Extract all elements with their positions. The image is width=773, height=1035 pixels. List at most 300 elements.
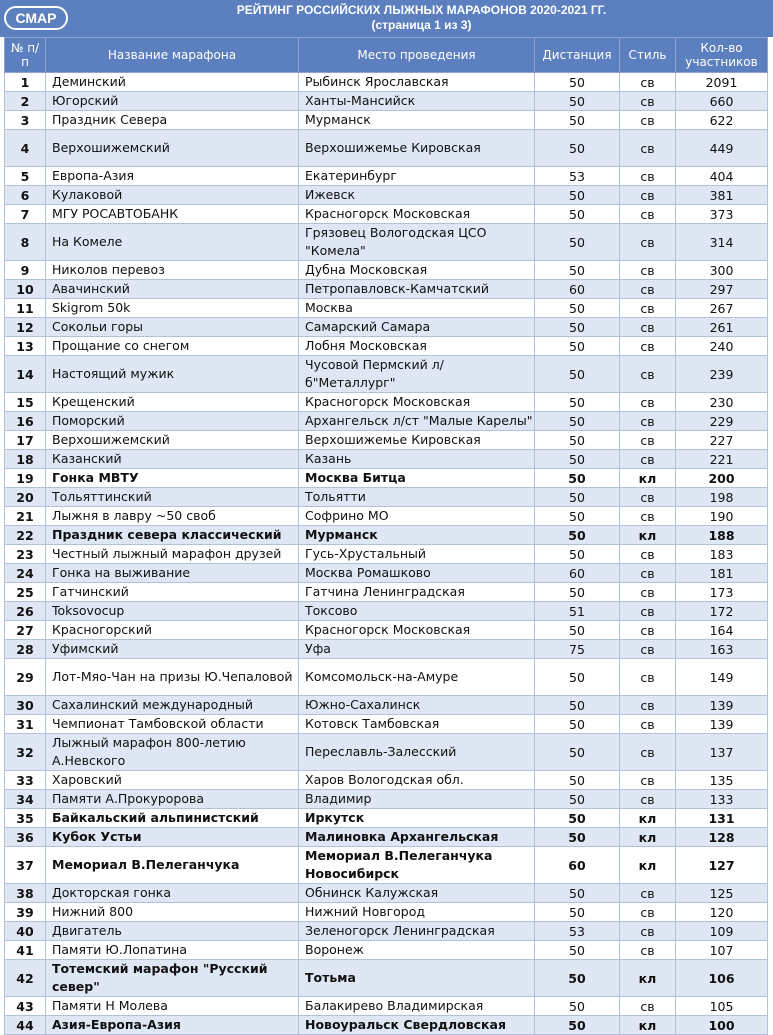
table-row (5, 167, 768, 186)
marathon-place: Красногорск Московская (299, 205, 535, 224)
participants-count: 229 (676, 412, 768, 431)
marathon-place: Балакирево Владимирская (299, 997, 535, 1016)
participants-count: 139 (676, 696, 768, 715)
marathon-name: Гатчинский (46, 583, 299, 602)
row-number: 33 (5, 771, 46, 790)
marathon-place: Казань (299, 450, 535, 469)
marathon-place: Красногорск Московская (299, 621, 535, 640)
row-number: 23 (5, 545, 46, 564)
marathon-style: кл (620, 960, 676, 997)
marathon-name: Toksovocup (46, 602, 299, 621)
marathon-place: Лобня Московская (299, 337, 535, 356)
marathon-distance: 50 (535, 903, 620, 922)
table-row (5, 431, 768, 450)
table-row (5, 356, 768, 393)
row-number: 34 (5, 790, 46, 809)
row-number: 3 (5, 111, 46, 130)
marathon-place: Южно-Сахалинск (299, 696, 535, 715)
marathon-style: св (620, 261, 676, 280)
row-number: 14 (5, 356, 46, 393)
participants-count: 125 (676, 884, 768, 903)
marathon-name: Памяти Ю.Лопатина (46, 941, 299, 960)
marathon-name: Лыжня в лавру ~50 своб (46, 507, 299, 526)
marathon-place: Переславль-Залесский (299, 734, 535, 771)
marathon-distance: 50 (535, 393, 620, 412)
marathon-place: Обнинск Калужская (299, 884, 535, 903)
marathon-style: св (620, 488, 676, 507)
table-row (5, 997, 768, 1016)
participants-count: 198 (676, 488, 768, 507)
marathon-style: св (620, 431, 676, 450)
participants-count: 221 (676, 450, 768, 469)
table-row (5, 659, 768, 696)
marathon-place: Уфа (299, 640, 535, 659)
marathon-name: Двигатель (46, 922, 299, 941)
participants-count: 139 (676, 715, 768, 734)
participants-count: 404 (676, 167, 768, 186)
row-number: 32 (5, 734, 46, 771)
row-number: 9 (5, 261, 46, 280)
row-number: 29 (5, 659, 46, 696)
marathon-distance: 50 (535, 583, 620, 602)
row-number: 39 (5, 903, 46, 922)
marathon-style: кл (620, 809, 676, 828)
marathon-place: Рыбинск Ярославская (299, 73, 535, 92)
marathon-place: Екатеринбург (299, 167, 535, 186)
marathon-name: Гонка МВТУ (46, 469, 299, 488)
marathon-distance: 50 (535, 488, 620, 507)
marathon-style: кл (620, 526, 676, 545)
marathon-place: Архангельск л/ст "Малые Карелы" (299, 412, 535, 431)
logo-text: СМАР (15, 10, 57, 26)
marathon-place: Чусовой Пермский л/б"Металлург" (299, 356, 535, 393)
marathon-name: Харовский (46, 771, 299, 790)
marathon-place: Ижевск (299, 186, 535, 205)
marathon-style: св (620, 790, 676, 809)
marathon-name: Тольяттинский (46, 488, 299, 507)
marathon-place: Петропавловск-Камчатский (299, 280, 535, 299)
marathon-name: Праздник Севера (46, 111, 299, 130)
marathon-style: св (620, 602, 676, 621)
participants-count: 297 (676, 280, 768, 299)
table-row (5, 583, 768, 602)
marathon-style: кл (620, 828, 676, 847)
marathon-name: Югорский (46, 92, 299, 111)
marathon-distance: 50 (535, 337, 620, 356)
header-place: Место проведения (299, 38, 535, 73)
table-row (5, 450, 768, 469)
smar-logo-icon (4, 6, 68, 30)
marathon-name: Казанский (46, 450, 299, 469)
marathon-place: Дубна Московская (299, 261, 535, 280)
row-number: 12 (5, 318, 46, 337)
marathon-distance: 60 (535, 564, 620, 583)
marathon-name: Сокольи горы (46, 318, 299, 337)
marathon-name: Николов перевоз (46, 261, 299, 280)
row-number: 28 (5, 640, 46, 659)
participants-count: 106 (676, 960, 768, 997)
marathon-distance: 50 (535, 261, 620, 280)
marathon-distance: 50 (535, 997, 620, 1016)
marathon-style: св (620, 696, 676, 715)
marathon-place: Мемориал В.Пелеганчука Новосибирск (299, 847, 535, 884)
table-row (5, 92, 768, 111)
table-row (5, 337, 768, 356)
participants-count: 314 (676, 224, 768, 261)
row-number: 17 (5, 431, 46, 450)
row-number: 27 (5, 621, 46, 640)
marathon-place: Мурманск (299, 111, 535, 130)
marathon-style: св (620, 337, 676, 356)
marathon-name: Крещенский (46, 393, 299, 412)
row-number: 10 (5, 280, 46, 299)
participants-count: 173 (676, 583, 768, 602)
table-row (5, 318, 768, 337)
table-body (5, 73, 768, 1035)
marathon-name: Уфимский (46, 640, 299, 659)
marathon-style: кл (620, 469, 676, 488)
marathon-style: св (620, 545, 676, 564)
marathon-distance: 50 (535, 1016, 620, 1035)
marathon-distance: 50 (535, 828, 620, 847)
row-number: 41 (5, 941, 46, 960)
marathon-style: св (620, 73, 676, 92)
marathon-distance: 50 (535, 507, 620, 526)
marathon-style: св (620, 280, 676, 299)
marathon-style: св (620, 621, 676, 640)
marathon-name: Байкальский альпинистский (46, 809, 299, 828)
row-number: 16 (5, 412, 46, 431)
table-row (5, 941, 768, 960)
marathon-distance: 50 (535, 111, 620, 130)
table-row (5, 545, 768, 564)
marathon-style: св (620, 318, 676, 337)
participants-count: 227 (676, 431, 768, 450)
participants-count: 135 (676, 771, 768, 790)
row-number: 22 (5, 526, 46, 545)
marathon-name: Сахалинский международный (46, 696, 299, 715)
table-row (5, 564, 768, 583)
row-number: 21 (5, 507, 46, 526)
marathon-place: Ханты-Мансийск (299, 92, 535, 111)
marathon-name: Азия-Европа-Азия (46, 1016, 299, 1035)
marathon-place: Верхошижемье Кировская (299, 431, 535, 450)
table-row (5, 111, 768, 130)
marathon-name: Кубок Устьи (46, 828, 299, 847)
marathon-place: Харов Вологодская обл. (299, 771, 535, 790)
marathon-distance: 50 (535, 715, 620, 734)
marathon-place: Иркутск (299, 809, 535, 828)
marathon-style: св (620, 715, 676, 734)
row-number: 25 (5, 583, 46, 602)
marathon-place: Москва Ромашково (299, 564, 535, 583)
participants-count: 181 (676, 564, 768, 583)
row-number: 11 (5, 299, 46, 318)
participants-count: 120 (676, 903, 768, 922)
marathon-name: Красногорский (46, 621, 299, 640)
marathon-name: Мемориал В.Пелеганчука (46, 847, 299, 884)
row-number: 4 (5, 130, 46, 167)
marathon-rating-table (4, 37, 768, 1035)
header-name: Название марафона (46, 38, 299, 73)
marathon-place: Мурманск (299, 526, 535, 545)
table-row (5, 884, 768, 903)
table-row (5, 960, 768, 997)
row-number: 30 (5, 696, 46, 715)
marathon-style: св (620, 659, 676, 696)
marathon-name: Прощание со снегом (46, 337, 299, 356)
marathon-name: На Комеле (46, 224, 299, 261)
table-row (5, 828, 768, 847)
participants-count: 127 (676, 847, 768, 884)
participants-count: 172 (676, 602, 768, 621)
marathon-style: св (620, 640, 676, 659)
marathon-place: Москва Битца (299, 469, 535, 488)
marathon-style: св (620, 356, 676, 393)
row-number: 36 (5, 828, 46, 847)
marathon-distance: 60 (535, 280, 620, 299)
participants-count: 622 (676, 111, 768, 130)
marathon-style: св (620, 111, 676, 130)
participants-count: 200 (676, 469, 768, 488)
marathon-distance: 50 (535, 696, 620, 715)
row-number: 5 (5, 167, 46, 186)
marathon-distance: 50 (535, 130, 620, 167)
marathon-distance: 50 (535, 941, 620, 960)
marathon-place: Зеленогорск Ленинградская (299, 922, 535, 941)
table-row (5, 922, 768, 941)
marathon-distance: 60 (535, 847, 620, 884)
participants-count: 131 (676, 809, 768, 828)
marathon-distance: 50 (535, 771, 620, 790)
title-line-1: РЕЙТИНГ РОССИЙСКИХ ЛЫЖНЫХ МАРАФОНОВ 2020-2021 ГГ. (236, 3, 607, 17)
marathon-style: св (620, 92, 676, 111)
marathon-distance: 50 (535, 545, 620, 564)
marathon-name: Памяти Н Молева (46, 997, 299, 1016)
marathon-name: Верхошижемский (46, 431, 299, 450)
title-line-2: (страница 1 из 3) (371, 18, 472, 32)
participants-count: 240 (676, 337, 768, 356)
participants-count: 2091 (676, 73, 768, 92)
table-row (5, 205, 768, 224)
marathon-place: Гусь-Хрустальный (299, 545, 535, 564)
row-number: 20 (5, 488, 46, 507)
participants-count: 137 (676, 734, 768, 771)
marathon-style: св (620, 412, 676, 431)
participants-count: 230 (676, 393, 768, 412)
marathon-distance: 75 (535, 640, 620, 659)
participants-count: 149 (676, 659, 768, 696)
row-number: 38 (5, 884, 46, 903)
row-number: 31 (5, 715, 46, 734)
marathon-name: Гонка на выживание (46, 564, 299, 583)
header-count: Кол-во участников (676, 38, 768, 73)
participants-count: 100 (676, 1016, 768, 1035)
marathon-name: Верхошижемский (46, 130, 299, 167)
header-num: № п/п (5, 38, 46, 73)
marathon-style: св (620, 922, 676, 941)
row-number: 42 (5, 960, 46, 997)
marathon-style: св (620, 130, 676, 167)
table-row (5, 715, 768, 734)
table-row (5, 696, 768, 715)
header-distance: Дистанция (535, 38, 620, 73)
marathon-name: Тотемский марафон "Русский север" (46, 960, 299, 997)
row-number: 18 (5, 450, 46, 469)
table-row (5, 790, 768, 809)
marathon-place: Владимир (299, 790, 535, 809)
marathon-name: Памяти А.Прокуророва (46, 790, 299, 809)
marathon-style: св (620, 299, 676, 318)
table-row (5, 488, 768, 507)
table-row (5, 73, 768, 92)
marathon-distance: 50 (535, 412, 620, 431)
table-row (5, 299, 768, 318)
row-number: 26 (5, 602, 46, 621)
row-number: 35 (5, 809, 46, 828)
marathon-name: Чемпионат Тамбовской области (46, 715, 299, 734)
table-row (5, 469, 768, 488)
marathon-place: Котовск Тамбовская (299, 715, 535, 734)
marathon-name: Лыжный марафон 800-летию А.Невского (46, 734, 299, 771)
table-row (5, 621, 768, 640)
marathon-distance: 50 (535, 450, 620, 469)
table-row (5, 602, 768, 621)
row-number: 37 (5, 847, 46, 884)
participants-count: 107 (676, 941, 768, 960)
participants-count: 163 (676, 640, 768, 659)
table-row (5, 130, 768, 167)
marathon-distance: 50 (535, 621, 620, 640)
marathon-name: МГУ РОСАВТОБАНК (46, 205, 299, 224)
marathon-distance: 50 (535, 809, 620, 828)
row-number: 6 (5, 186, 46, 205)
table-row (5, 280, 768, 299)
row-number: 40 (5, 922, 46, 941)
row-number: 43 (5, 997, 46, 1016)
marathon-style: св (620, 450, 676, 469)
marathon-style: кл (620, 1016, 676, 1035)
row-number: 2 (5, 92, 46, 111)
marathon-distance: 50 (535, 431, 620, 450)
header-bar (0, 0, 773, 37)
marathon-place: Гатчина Ленинградская (299, 583, 535, 602)
participants-count: 164 (676, 621, 768, 640)
marathon-style: св (620, 186, 676, 205)
marathon-name: Деминский (46, 73, 299, 92)
participants-count: 449 (676, 130, 768, 167)
marathon-style: св (620, 734, 676, 771)
marathon-distance: 50 (535, 205, 620, 224)
table-row (5, 847, 768, 884)
marathon-distance: 51 (535, 602, 620, 621)
table-row (5, 734, 768, 771)
marathon-style: св (620, 941, 676, 960)
marathon-distance: 50 (535, 526, 620, 545)
marathon-style: св (620, 771, 676, 790)
table-row (5, 640, 768, 659)
row-number: 13 (5, 337, 46, 356)
marathon-place: Токсово (299, 602, 535, 621)
row-number: 7 (5, 205, 46, 224)
marathon-name: Докторская гонка (46, 884, 299, 903)
participants-count: 190 (676, 507, 768, 526)
marathon-name: Настоящий мужик (46, 356, 299, 393)
marathon-place: Нижний Новгород (299, 903, 535, 922)
participants-count: 373 (676, 205, 768, 224)
participants-count: 660 (676, 92, 768, 111)
participants-count: 239 (676, 356, 768, 393)
table-row (5, 771, 768, 790)
marathon-style: св (620, 167, 676, 186)
marathon-place: Грязовец Вологодская ЦСО "Комела" (299, 224, 535, 261)
table-row (5, 224, 768, 261)
marathon-style: св (620, 564, 676, 583)
participants-count: 109 (676, 922, 768, 941)
marathon-place: Воронеж (299, 941, 535, 960)
table-row (5, 393, 768, 412)
participants-count: 381 (676, 186, 768, 205)
marathon-distance: 53 (535, 922, 620, 941)
marathon-distance: 50 (535, 790, 620, 809)
participants-count: 300 (676, 261, 768, 280)
marathon-style: св (620, 393, 676, 412)
row-number: 44 (5, 1016, 46, 1035)
marathon-distance: 53 (535, 167, 620, 186)
table-row (5, 186, 768, 205)
marathon-style: св (620, 997, 676, 1016)
marathon-style: кл (620, 847, 676, 884)
marathon-name: Кулаковой (46, 186, 299, 205)
marathon-distance: 50 (535, 92, 620, 111)
marathon-distance: 50 (535, 734, 620, 771)
marathon-name: Авачинский (46, 280, 299, 299)
participants-count: 128 (676, 828, 768, 847)
marathon-place: Новоуральск Свердловская (299, 1016, 535, 1035)
marathon-style: св (620, 884, 676, 903)
marathon-name: Честный лыжный марафон друзей (46, 545, 299, 564)
participants-count: 267 (676, 299, 768, 318)
marathon-distance: 50 (535, 318, 620, 337)
marathon-distance: 50 (535, 299, 620, 318)
marathon-name: Европа-Азия (46, 167, 299, 186)
marathon-distance: 50 (535, 73, 620, 92)
marathon-distance: 50 (535, 356, 620, 393)
marathon-distance: 50 (535, 224, 620, 261)
marathon-place: Софрино МО (299, 507, 535, 526)
participants-count: 188 (676, 526, 768, 545)
row-number: 8 (5, 224, 46, 261)
participants-count: 105 (676, 997, 768, 1016)
marathon-style: св (620, 224, 676, 261)
header-style: Стиль (620, 38, 676, 73)
marathon-place: Комсомольск-на-Амуре (299, 659, 535, 696)
marathon-distance: 50 (535, 960, 620, 997)
participants-count: 183 (676, 545, 768, 564)
row-number: 1 (5, 73, 46, 92)
marathon-distance: 50 (535, 186, 620, 205)
table-row (5, 507, 768, 526)
row-number: 19 (5, 469, 46, 488)
marathon-name: Лот-Мяо-Чан на призы Ю.Чепаловой (46, 659, 299, 696)
marathon-style: св (620, 507, 676, 526)
marathon-place: Малиновка Архангельская (299, 828, 535, 847)
marathon-distance: 50 (535, 469, 620, 488)
marathon-style: св (620, 903, 676, 922)
table-row (5, 903, 768, 922)
marathon-place: Москва (299, 299, 535, 318)
participants-count: 261 (676, 318, 768, 337)
